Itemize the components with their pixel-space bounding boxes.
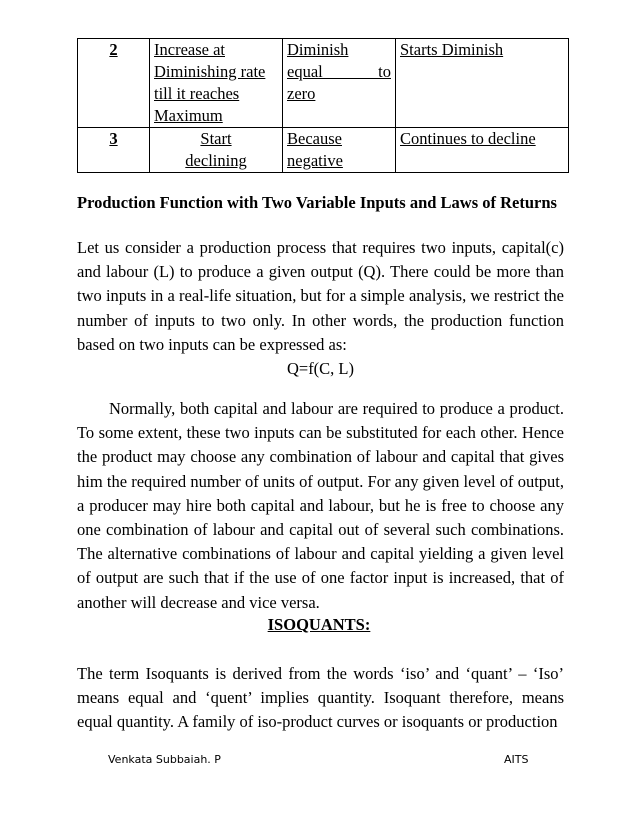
paragraph-text: Let us consider a production process that requires two inputs, capital(c) and labour (L) to produce a given output (Q). There could be more than two inputs in a real-life situation, but for a simple analysis, we restrict the number of inputs to two only. In other words, the production function based on two inputs can be expressed as: [77,238,564,354]
cell-line: Starts Diminish [400,40,504,59]
marginal-product-cell [283,128,396,173]
body-paragraph: Normally, both capital and labour are required to produce a product. To some extent, these two inputs can be substituted for each other. Hence the product may choose any combination of labour and capital that gives him the required number of units of output. For any given level of output, a producer may hire both capital and labour, but he is free to choose any one combination of labour and capital out of several such combinations. The alternative combinations of labour and capital yielding a given level of output are such that if the use of one factor input is increased, that of another will decrease and vice versa. [77,399,564,612]
isoquants-heading: ISOQUANTS: [267,615,371,634]
stage-number: 2 [109,40,118,59]
cell-line: Diminish [287,40,349,59]
cell-line: Continues to decline [400,129,536,148]
total-product-cell [150,128,283,173]
stage-cell [78,128,150,173]
intro-paragraph [77,236,564,381]
stage-number: 3 [109,129,118,148]
cell-line: Start [200,129,232,148]
cell-line: negative [287,151,343,170]
production-function-formula: Q=f(C, L) [286,359,355,379]
table-row [78,39,569,128]
cell-line: zero [287,84,316,103]
marginal-product-cell [283,39,396,128]
cell-line: Because [287,129,342,148]
table-row [78,128,569,173]
cell-line: Diminishing rate [154,62,266,81]
stage-cell [78,39,150,128]
average-product-cell [396,39,569,128]
total-product-cell [150,39,283,128]
average-product-cell [396,128,569,173]
cell-line: Maximum [154,106,223,125]
cell-line: declining [185,151,247,170]
stages-table [77,38,569,173]
cell-line: Increase at [154,40,225,59]
section-heading: Production Function with Two Variable Inputs and Laws of Returns [77,193,557,212]
cell-line: equal to [287,62,391,81]
footer-institute: AITS [504,753,529,766]
isoquants-paragraph: The term Isoquants is derived from the words ‘iso’ and ‘quant’ – ‘Iso’ means equal and ‘quent’ implies quantity. Isoquant therefore, means equal quantity. A family of iso-product curves or isoquants or production [77,664,564,732]
footer-author: Venkata Subbaiah. P [108,753,221,766]
cell-line: till it reaches [154,84,240,103]
